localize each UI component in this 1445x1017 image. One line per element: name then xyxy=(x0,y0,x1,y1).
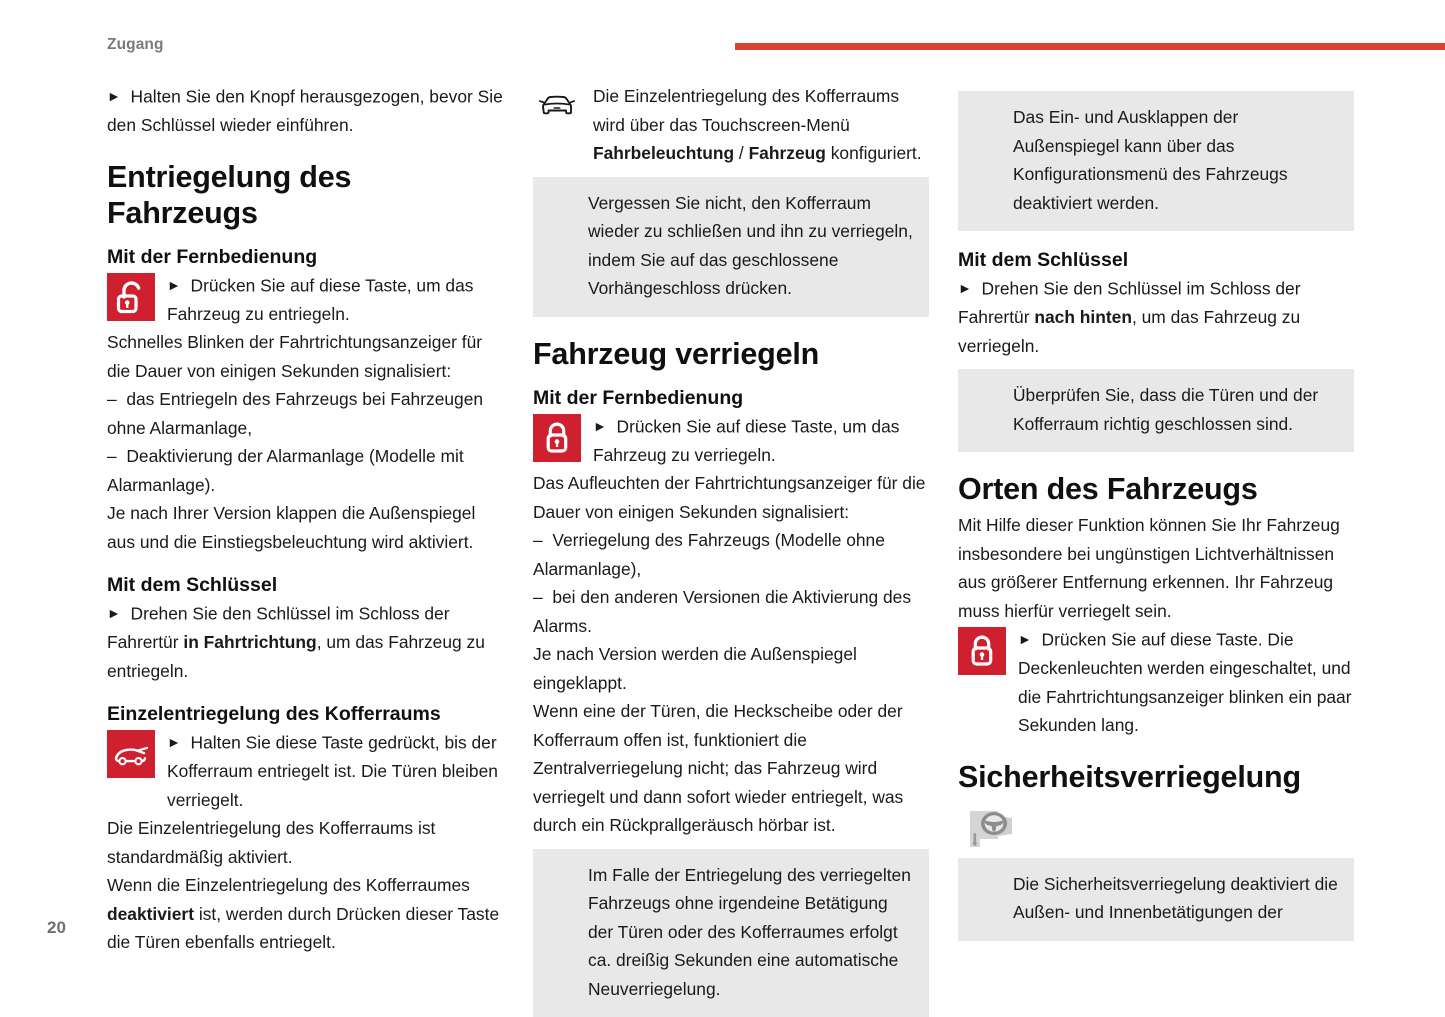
note-text xyxy=(1013,103,1340,217)
note-paragraph: Das Ein- und Ausklappen der Außenspiegel kann über das Konfigurationsmenü des Fahrzeugs deaktiviert werden. xyxy=(1013,103,1340,217)
trunk-icon-block xyxy=(107,728,503,814)
lock-icon-text xyxy=(593,412,929,470)
page-columns xyxy=(0,82,1445,1017)
caricon-text-a: Die Einzelentriegelung des Kofferraums wird über das Touchscreen-Menü xyxy=(593,86,899,135)
menu-separator: / xyxy=(734,143,749,163)
column-3 xyxy=(958,82,1354,1017)
unlock-icon-text xyxy=(167,271,503,329)
note-box-kofferraum-schliessen xyxy=(533,177,929,317)
arrow-glyph: ► xyxy=(107,88,121,104)
padlock-closed-icon xyxy=(533,414,581,462)
key2-text-a: Drehen Sie den Schlüssel im Schloss der Fahrertür xyxy=(958,279,1301,328)
car-trunk-open-icon xyxy=(107,730,155,778)
subheading-kofferraum: Einzelentriegelung des Kofferraums xyxy=(107,701,503,727)
column-2 xyxy=(533,82,929,1017)
intro-text: Halten Sie den Knopf herausgezogen, bevor Sie den Schlüssel wieder einführen. xyxy=(107,87,503,136)
arrow-glyph: ► xyxy=(958,280,972,296)
trunk-default-paragraph: Die Einzelentriegelung des Kofferraums ist standardmäßig aktiviert. xyxy=(107,814,503,871)
arrow-glyph: ► xyxy=(167,734,181,750)
warning-paragraph: Die Sicherheitsverriegelung deaktiviert die Außen- und Innenbetätigungen der xyxy=(1013,870,1340,927)
warning-box-sicherheitsverriegelung xyxy=(958,858,1354,941)
note-paragraph: Überprüfen Sie, dass die Türen und der Kofferraum richtig geschlossen sind. xyxy=(1013,381,1340,438)
note-paragraph: Vergessen Sie nicht, den Kofferraum wieder zu schließen und ihn zu verriegeln, indem Sie auf das geschlossene Vorhängeschloss drücken. xyxy=(588,189,915,303)
column-1 xyxy=(107,82,503,1017)
subheading-schluessel-2: Mit dem Schlüssel xyxy=(958,247,1354,273)
subheading-fernbedienung: Mit der Fernbedienung xyxy=(107,244,503,270)
dash-glyph: – xyxy=(533,587,543,607)
mirror-paragraph: Je nach Ihrer Version klappen die Außenspiegel aus und die Einstiegsbeleuchtung wird aktiviert. xyxy=(107,499,503,556)
lock-bullet-2 xyxy=(533,583,929,640)
car-front-icon-block xyxy=(533,82,929,168)
p4-text-bold: deaktiviert xyxy=(107,904,194,924)
padlock-open-icon xyxy=(107,273,155,321)
arrow-glyph: ► xyxy=(593,418,607,434)
arrow-glyph: ► xyxy=(1018,631,1032,647)
locate-icon-text xyxy=(1018,625,1354,740)
dash-glyph: – xyxy=(107,446,117,466)
dash-glyph: – xyxy=(533,530,543,550)
lock-blink-paragraph: Das Aufleuchten der Fahrtrichtungsanzeiger für die Dauer von einigen Sekunden signalisiert: xyxy=(533,469,929,526)
note-box-neuverriegelung xyxy=(533,849,929,1017)
locate-icon-block xyxy=(958,625,1354,740)
note-text xyxy=(1013,381,1340,438)
header-rule xyxy=(735,43,1445,50)
key-text-bold: in Fahrtrichtung xyxy=(183,632,316,652)
bullet-2 xyxy=(107,442,503,499)
steering-wheel-illustration xyxy=(964,805,1034,849)
page-header xyxy=(0,0,1445,70)
menu-fahrzeug: Fahrzeug xyxy=(749,143,826,163)
padlock-closed-icon xyxy=(958,627,1006,675)
blink-paragraph: Schnelles Blinken der Fahrtrichtungsanzeiger für die Dauer von einigen Sekunden signalisiert: xyxy=(107,328,503,385)
bullet-2-text: Deaktivierung der Alarmanlage (Modelle mit Alarmanlage). xyxy=(107,446,464,495)
key2-text-bold: nach hinten xyxy=(1034,307,1132,327)
orten-paragraph: Mit Hilfe dieser Funktion können Sie Ihr Fahrzeug insbesondere bei ungünstigen Lichtverhältnissen aus größerer Entfernung erkennen. Ihr Fahrzeug muss hierfür verriegelt sein. xyxy=(958,511,1354,625)
lock-bullet-1-text: Verriegelung des Fahrzeugs (Modelle ohne Alarmanlage), xyxy=(533,530,885,579)
subheading-fernbedienung-2: Mit der Fernbedienung xyxy=(533,385,929,411)
heading-sicherheitsverriegelung: Sicherheitsverriegelung xyxy=(958,759,1354,795)
p4-text-a: Wenn die Einzelentriegelung des Kofferraumes xyxy=(107,875,470,895)
lock-mirror-paragraph: Je nach Version werden die Außenspiegel eingeklappt. xyxy=(533,640,929,697)
unlock-instruction: Drücken Sie auf diese Taste, um das Fahrzeug zu entriegeln. xyxy=(167,275,473,324)
note-text xyxy=(588,861,915,1004)
dash-glyph: – xyxy=(107,389,117,409)
note-paragraph: Im Falle der Entriegelung des verriegelten Fahrzeugs ohne irgendeine Betätigung der Türen oder des Kofferraumes erfolgt ca. dreißig Sekunden eine automatische Neuverriegelung. xyxy=(588,861,915,1004)
warning-text xyxy=(1013,870,1340,927)
arrow-glyph: ► xyxy=(167,277,181,293)
key-text-a: Drehen Sie den Schlüssel im Schloss der Fahrertür xyxy=(107,604,450,653)
heading-entriegelung: Entriegelung des Fahrzeugs xyxy=(107,159,503,231)
lock-doors-paragraph: Wenn eine der Türen, die Heckscheibe oder der Kofferraum offen ist, funktioniert die Zentralverriegelung nicht; das Fahrzeug wird verriegelt und dann sofort wieder entriegelt, was durch ein Rückprallgeräusch hörbar ist. xyxy=(533,697,929,840)
key-instruction-2 xyxy=(958,274,1354,360)
heading-orten: Orten des Fahrzeugs xyxy=(958,471,1354,507)
lock-icon-block xyxy=(533,412,929,470)
car-front-outline-icon xyxy=(533,84,581,122)
lock-bullet-2-text: bei den anderen Versionen die Aktivierung des Alarms. xyxy=(533,587,911,636)
trunk-instruction: Halten Sie diese Taste gedrückt, bis der Kofferraum entriegelt ist. Die Türen bleiben verriegelt. xyxy=(167,733,498,810)
p4-text-b: ist, werden durch Drücken dieser Taste die Türen ebenfalls entriegelt. xyxy=(107,904,499,953)
key2-text-b: , um das Fahrzeug zu verriegeln. xyxy=(958,307,1300,356)
unlock-icon-block xyxy=(107,271,503,329)
key-instruction xyxy=(107,599,503,685)
menu-fahrbeleuchtung: Fahrbeleuchtung xyxy=(593,143,734,163)
bullet-1 xyxy=(107,385,503,442)
lock-instruction: Drücken Sie auf diese Taste, um das Fahrzeug zu verriegeln. xyxy=(593,416,899,465)
note-text xyxy=(588,189,915,303)
trunk-deactivated-paragraph xyxy=(107,871,503,957)
section-label: Zugang xyxy=(107,36,164,54)
trunk-icon-text xyxy=(167,728,503,814)
note-box-ueberpruefen xyxy=(958,369,1354,452)
note-box-aussenspiegel xyxy=(958,91,1354,231)
arrow-glyph: ► xyxy=(107,605,121,621)
locate-instruction: Drücken Sie auf diese Taste. Die Deckenleuchten werden eingeschaltet, und die Fahrtrichtungsanzeiger blinken ein paar Sekunden lang. xyxy=(1018,630,1352,736)
car-front-icon-text xyxy=(593,82,929,168)
intro-paragraph xyxy=(107,82,503,140)
lock-bullet-1 xyxy=(533,526,929,583)
bullet-1-text: das Entriegeln des Fahrzeugs bei Fahrzeugen ohne Alarmanlage, xyxy=(107,389,483,438)
key-text-b: , um das Fahrzeug zu entriegeln. xyxy=(107,632,485,681)
page-number: 20 xyxy=(47,918,66,938)
subheading-schluessel: Mit dem Schlüssel xyxy=(107,572,503,598)
heading-verriegeln: Fahrzeug verriegeln xyxy=(533,336,929,372)
caricon-text-b: konfiguriert. xyxy=(826,143,922,163)
